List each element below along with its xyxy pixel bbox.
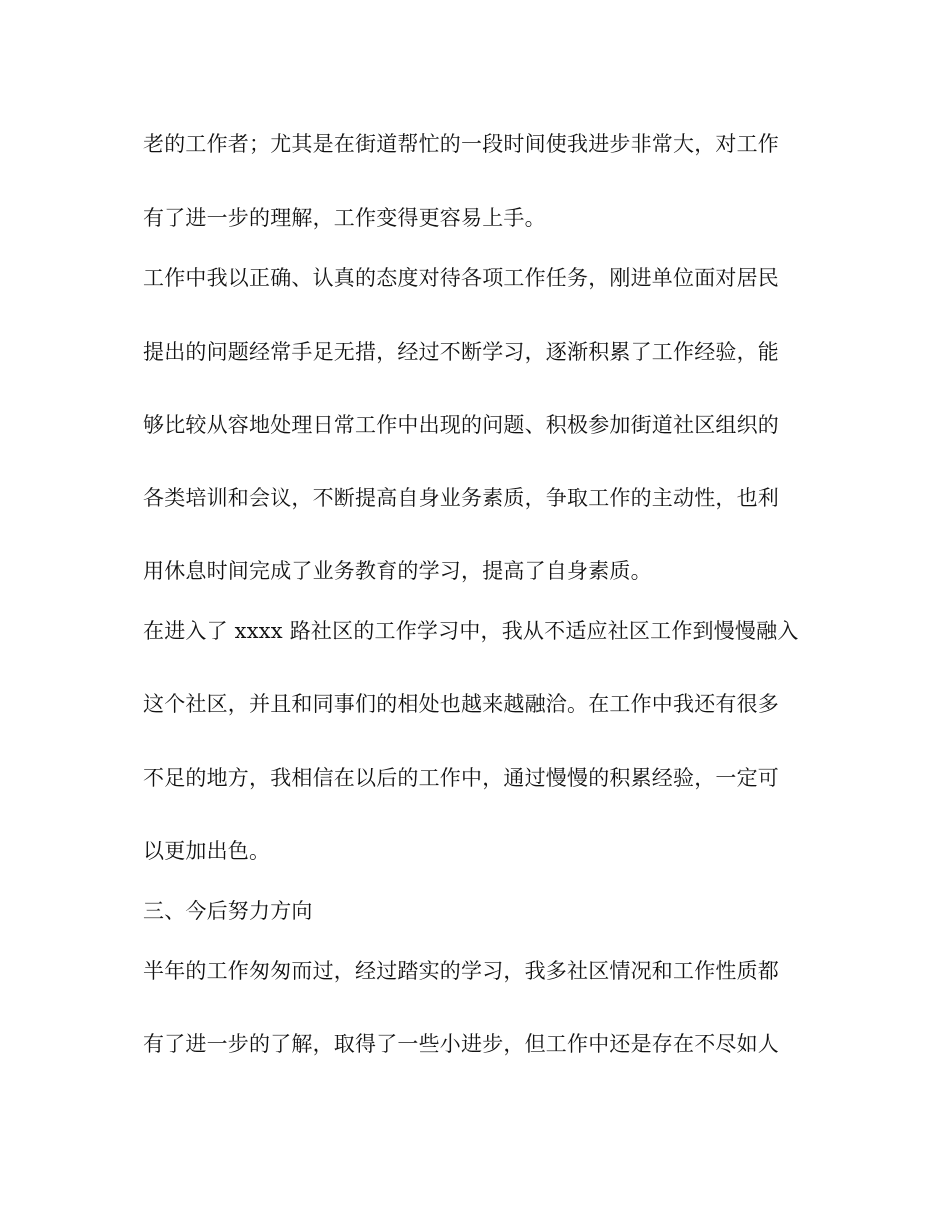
text-line: 够比较从容地处理日常工作中出现的问题、积极参加街道社区组织的 [143, 413, 779, 437]
text-line: 提出的问题经常手足无措，经过不断学习，逐渐积累了工作经验，能 [143, 340, 779, 364]
text-line: 不足的地方，我相信在以后的工作中，通过慢慢的积累经验，一定可 [143, 766, 779, 790]
text-line: 以更加出色。 [143, 839, 271, 863]
text-line: 半年的工作匆匆而过，经过踏实的学习，我多社区情况和工作性质都 [143, 959, 779, 983]
text-line: 工作中我以正确、认真的态度对待各项工作任务，刚进单位面对居民 [143, 266, 779, 290]
text-line: 这个社区，并且和同事们的相处也越来越融洽。在工作中我还有很多 [143, 692, 779, 716]
text-line: 有了进一步的理解，工作变得更容易上手。 [143, 206, 546, 230]
text-line: 老的工作者；尤其是在街道帮忙的一段时间使我进步非常大，对工作 [143, 132, 779, 156]
text-line: 用休息时间完成了业务教育的学习，提高了自身素质。 [143, 559, 652, 583]
text-line: 有了进一步的了解，取得了一些小进步，但工作中还是存在不尽如人 [143, 1032, 779, 1056]
section-heading: 三、今后努力方向 [143, 899, 313, 923]
text-line: 各类培训和会议，不断提高自身业务素质，争取工作的主动性，也利 [143, 486, 779, 510]
text-line: 在进入了 xxxx 路社区的工作学习中，我从不适应社区工作到慢慢融入 [143, 619, 799, 643]
